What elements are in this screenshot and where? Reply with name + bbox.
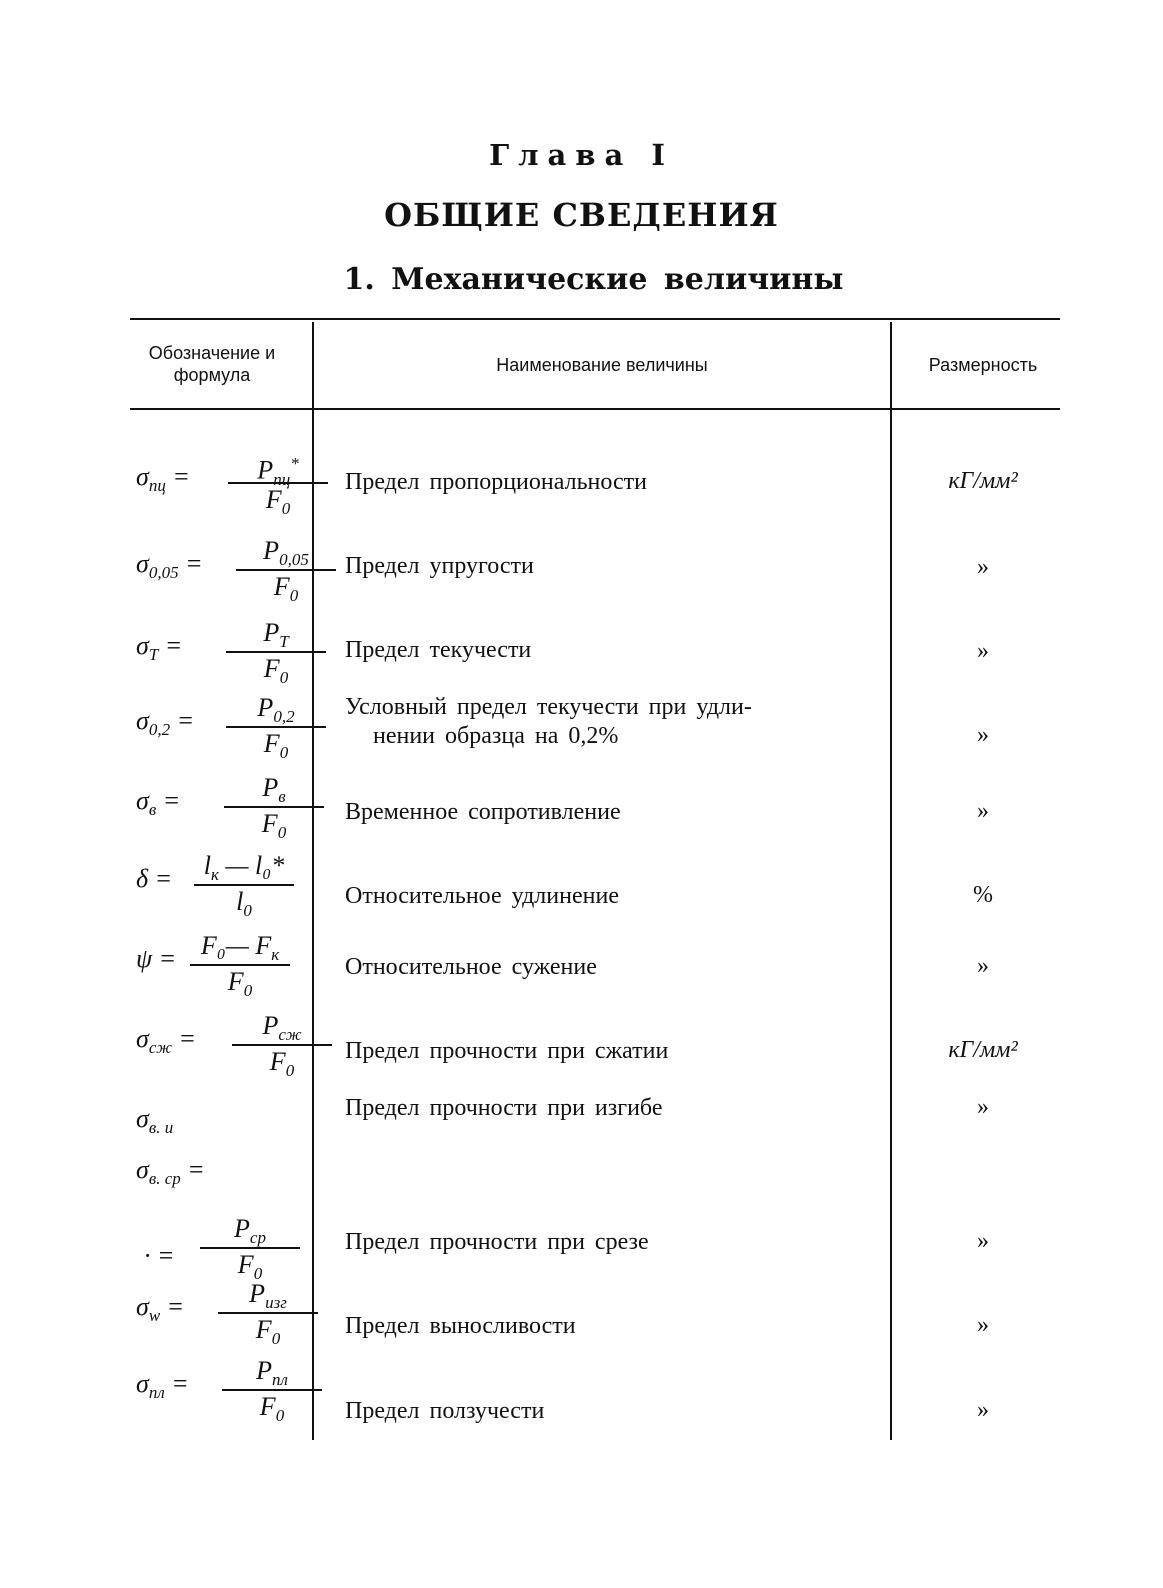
fraction xyxy=(232,1010,332,1081)
fraction-denominator: $F_0$ xyxy=(263,729,289,763)
formula-symbol: δ xyxy=(136,864,149,893)
equals-sign-continued: · = xyxy=(144,1241,175,1270)
quantity-name xyxy=(345,1228,865,1257)
formula-symbol-subscript: в. ср xyxy=(148,1169,181,1189)
quantity-name-line: Предел прочности при срезе xyxy=(345,1229,649,1255)
denominator-subscript: 0 xyxy=(243,901,252,921)
equals-sign: = xyxy=(160,1292,185,1321)
formula-symbol-subscript: T xyxy=(148,645,159,665)
fraction-numerator: F₀— $F_к$ xyxy=(200,931,280,965)
fraction xyxy=(222,1355,322,1426)
formula-lhs xyxy=(136,1104,173,1138)
equals-sign: = xyxy=(178,549,203,578)
formula-cell xyxy=(122,448,310,518)
formula-lhs xyxy=(136,631,182,665)
fraction xyxy=(190,930,290,1001)
numerator-superscript: * xyxy=(290,454,299,473)
quantity-name xyxy=(345,552,865,581)
header-dimension: Размерность xyxy=(928,355,1038,375)
formula-lhs xyxy=(136,549,203,583)
numerator-subscript: пл xyxy=(271,1370,288,1390)
quantity-name-line: Предел текучести xyxy=(345,637,532,663)
fraction xyxy=(226,692,326,763)
fraction xyxy=(218,1278,318,1349)
formula-lhs xyxy=(136,864,172,894)
numerator-subscript: к xyxy=(210,865,219,885)
fraction xyxy=(236,535,336,606)
fraction-bar xyxy=(200,1247,300,1249)
numerator-subscript: в xyxy=(278,787,286,807)
quantity-name-line: Предел упругости xyxy=(345,553,534,579)
fraction xyxy=(200,1213,300,1284)
numerator-rest: — l₀* xyxy=(218,851,285,880)
equals-sign: = xyxy=(156,786,181,815)
fraction-bar xyxy=(226,651,326,653)
denominator-subscript: 0 xyxy=(275,1406,285,1426)
formula-symbol: $\sigma_{в. ср}$ xyxy=(136,1155,181,1189)
denominator-subscript: 0 xyxy=(243,981,253,1001)
fraction xyxy=(194,850,294,921)
numerator-subscript: изг xyxy=(265,1293,287,1313)
fraction-numerator: $P_T$ xyxy=(263,618,289,652)
formula-symbol-subscript: пл xyxy=(148,1383,165,1403)
quantity-name xyxy=(345,882,865,911)
fraction-denominator: $l_0$ xyxy=(236,887,252,921)
fraction-numerator: $P_{0,05}$ xyxy=(263,536,309,570)
dimension-unit: кГ/мм² xyxy=(948,468,1018,494)
fraction-denominator: $F_0$ xyxy=(227,967,253,1001)
dimension-unit: » xyxy=(977,1228,989,1254)
fraction-denominator: $F_0$ xyxy=(269,1047,295,1081)
formula-lhs xyxy=(136,944,176,974)
fraction-denominator: $F_0$ xyxy=(265,485,291,519)
formula-cell xyxy=(122,1090,310,1160)
formula-lhs xyxy=(136,462,190,496)
denominator-subscript: 0 xyxy=(289,586,299,606)
fraction-denominator: $F_0$ xyxy=(259,1392,285,1426)
equals-sign: = xyxy=(148,864,173,893)
formula-symbol: $\sigma_w$ xyxy=(136,1292,161,1326)
fraction-bar xyxy=(222,1389,322,1391)
formula-lhs xyxy=(136,1155,205,1189)
dimension-unit: % xyxy=(973,882,993,908)
equals-sign: = xyxy=(152,944,177,973)
equals-sign: = xyxy=(158,631,183,660)
denominator-subscript: 0 xyxy=(285,1061,295,1081)
quantity-name-line: нении образца на 0,2% xyxy=(373,723,619,749)
quantity-name-line: Временное сопротивление xyxy=(345,799,621,825)
fraction-numerator: $P_{0,2}$ xyxy=(257,693,295,727)
fraction-denominator: $F_0$ xyxy=(273,572,299,606)
numerator-subscript: T xyxy=(279,632,289,652)
equals-sign: = xyxy=(180,1155,205,1184)
quantity-name-line: Условный предел текучести при удли- xyxy=(345,694,752,720)
formula-cell xyxy=(122,1010,310,1080)
quantity-name xyxy=(345,1094,865,1123)
equals-sign: = xyxy=(164,1369,189,1398)
fraction-numerator: $P_в$ xyxy=(262,773,286,807)
quantity-name-line: Предел пропорциональности xyxy=(345,469,647,495)
quantity-name xyxy=(345,1037,865,1066)
chapter-title: ОБЩИЕ СВЕДЕНИЯ xyxy=(384,196,779,234)
fraction-denominator: $F_0$ xyxy=(255,1315,281,1349)
table-top-rule xyxy=(130,318,1060,320)
quantity-name xyxy=(345,1397,865,1426)
column-divider-2 xyxy=(890,322,892,1440)
formula-symbol: $\sigma_{0,05}$ xyxy=(136,549,179,583)
formula-cell xyxy=(122,772,310,842)
formula-cell xyxy=(122,535,310,605)
formula-lhs xyxy=(136,706,194,740)
formula-symbol: $\sigma_{0,2}$ xyxy=(136,706,171,740)
formula-lhs xyxy=(136,786,180,820)
formula-symbol: $\sigma_{пц}$ xyxy=(136,462,166,496)
fraction-bar xyxy=(224,806,324,808)
dimension-unit: » xyxy=(977,638,989,664)
denominator-subscript: 0 xyxy=(281,499,291,519)
fraction-bar xyxy=(226,726,326,728)
denominator-subscript: 0 xyxy=(279,668,289,688)
formula-symbol-subscript: в xyxy=(148,800,157,820)
dimension-unit: » xyxy=(977,798,989,824)
fraction-numerator: $P_{сж}$ xyxy=(262,1011,302,1045)
quantity-name-line: Относительное удлинение xyxy=(345,883,619,909)
formula-symbol-subscript: 0,05 xyxy=(148,563,179,583)
section-title: 1. Механические величины xyxy=(343,262,844,297)
formula-symbol-subscript: сж xyxy=(148,1038,172,1058)
fraction-bar xyxy=(232,1044,332,1046)
table-header-rule xyxy=(130,408,1060,410)
equals-sign: = xyxy=(171,1024,197,1053)
dimension-unit: » xyxy=(977,1094,989,1120)
formula-cell xyxy=(122,617,310,687)
fraction xyxy=(228,448,328,519)
numerator-subscript: к xyxy=(271,945,280,965)
formula-cell xyxy=(122,692,310,762)
fraction-numerator: $P_{ср}$ xyxy=(234,1214,266,1248)
dimension-unit: » xyxy=(977,1312,989,1338)
formula-symbol-subscript: пц xyxy=(148,476,166,496)
fraction-numerator: $P_{пц}^*$ xyxy=(257,454,299,489)
formula-symbol: $\sigma_{пл}$ xyxy=(136,1369,165,1403)
fraction-numerator: $P_{изг}$ xyxy=(249,1279,287,1313)
dimension-unit: » xyxy=(977,1397,989,1423)
quantity-name xyxy=(345,1312,865,1341)
header-quantity-name: Наименование величины xyxy=(496,355,708,375)
denominator-subscript: 0 xyxy=(279,743,289,763)
quantity-name-line: Предел выносливости xyxy=(345,1313,576,1339)
fraction-bar xyxy=(194,884,294,886)
fraction-bar xyxy=(190,964,290,966)
denominator-subscript: 0 xyxy=(271,1329,281,1349)
dimension-unit: » xyxy=(977,953,989,979)
numerator-subscript: пц xyxy=(273,469,291,489)
fraction-denominator: $F_0$ xyxy=(263,654,289,688)
quantity-name xyxy=(345,693,865,751)
chapter-heading: Глава I xyxy=(489,138,674,172)
quantity-name xyxy=(345,636,865,665)
formula-symbol: ψ xyxy=(136,944,153,973)
formula-cell xyxy=(122,1278,310,1348)
fraction xyxy=(226,617,326,688)
numerator-subscript: ср xyxy=(249,1228,266,1248)
denominator-subscript: 0 xyxy=(277,823,287,843)
numerator-subscript: 0,2 xyxy=(273,707,295,727)
dimension-unit: кГ/мм² xyxy=(948,1037,1018,1063)
dimension-unit: » xyxy=(977,554,989,580)
formula-cell xyxy=(122,1155,310,1284)
fraction-bar xyxy=(236,569,336,571)
formula-symbol: $\sigma_T$ xyxy=(136,631,159,665)
fraction xyxy=(224,772,324,843)
formula-symbol-subscript: w xyxy=(148,1306,161,1326)
quantity-name xyxy=(345,468,865,497)
quantity-name-line: Предел ползучести xyxy=(345,1398,545,1424)
header-designation: Обозначение и формула xyxy=(148,343,276,385)
formula-symbol: $\sigma_{сж}$ xyxy=(136,1024,172,1058)
fraction-bar xyxy=(218,1312,318,1314)
formula-lhs xyxy=(136,1369,189,1403)
formula-symbol-subscript: в. и xyxy=(148,1118,174,1138)
numerator-subscript: сж xyxy=(278,1025,302,1045)
numerator-subscript: 0,05 xyxy=(279,550,309,570)
quantity-name-line: Относительное сужение xyxy=(345,954,597,980)
formula-cell xyxy=(122,930,310,1000)
quantity-name xyxy=(345,798,865,827)
quantity-name-line: Предел прочности при изгибе xyxy=(345,1095,663,1121)
equals-sign: = xyxy=(165,462,190,491)
fraction-denominator: $F_0$ xyxy=(237,1250,263,1284)
fraction-denominator: $F_0$ xyxy=(261,809,287,843)
dimension-unit: » xyxy=(977,722,989,748)
fraction-numerator: $P_{пл}$ xyxy=(256,1356,288,1390)
formula-lhs xyxy=(136,1292,184,1326)
fraction-numerator: $l_к$ — l₀* xyxy=(203,851,285,885)
formula-symbol: $\sigma_{в. и}$ xyxy=(136,1104,174,1138)
formula-cell xyxy=(122,1355,310,1425)
equals-sign: = xyxy=(170,706,195,735)
formula-lhs xyxy=(136,1024,196,1058)
formula-cell xyxy=(122,850,310,920)
quantity-name-line: Предел прочности при сжатии xyxy=(345,1038,669,1064)
denominator-subscript: 0 xyxy=(253,1264,263,1284)
formula-symbol: $\sigma_в$ xyxy=(136,786,157,820)
quantity-name xyxy=(345,953,865,982)
formula-symbol-subscript: 0,2 xyxy=(148,720,171,740)
